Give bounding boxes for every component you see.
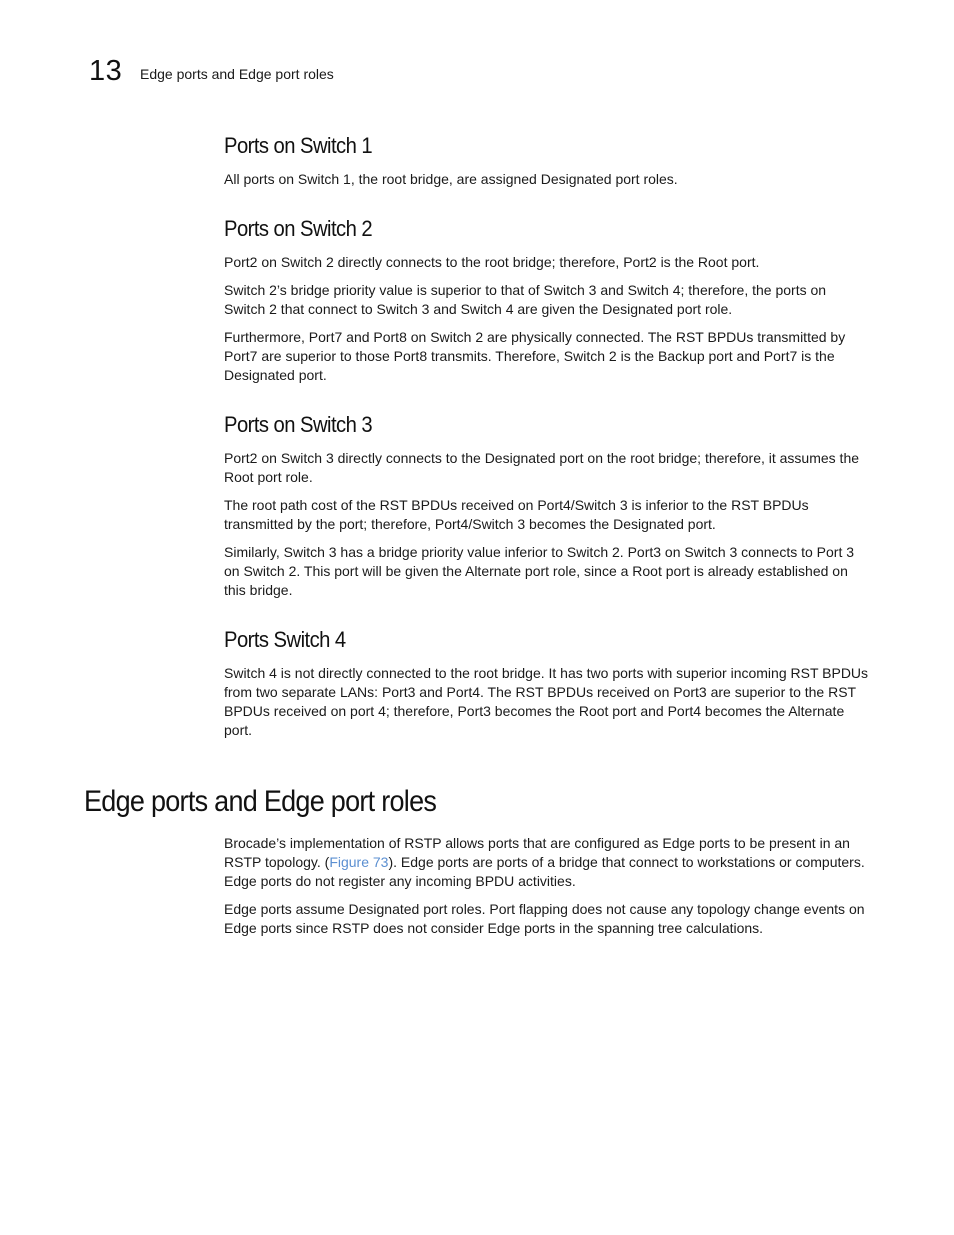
chapter-number: 13 [89,55,123,87]
paragraph: Furthermore, Port7 and Port8 on Switch 2 are physically connected. The RST BPDUs transmitted by Port7 are superior to those Port8 transmits. Therefore, Switch 2 is the Backup port and Port7 is the Designated port. [224,329,846,383]
section-switch-1 [224,132,870,189]
paragraph: Switch 4 is not directly connected to the root bridge. It has two ports with superior incoming RST BPDUs from two separate LANs: Port3 and Port4. The RST BPDUs received on Port3 are superior to the RST BPDUs received on port 4; therefore, Port3 becomes the Root port and Port4 becomes the Alternate port. [224,665,869,738]
paragraph: Port2 on Switch 2 directly connects to the root bridge; therefore, Port2 is the Root port. [224,254,760,270]
paragraph: Port2 on Switch 3 directly connects to the Designated port on the root bridge; therefore, it assumes the Root port role. [224,450,860,485]
paragraph: Edge ports assume Designated port roles. Port flapping does not cause any topology change events on Edge ports since RSTP does not consider Edge ports in the spanning tree calculations. [224,901,865,936]
section-heading: Ports on Switch 2 [224,216,373,241]
paragraph-text: Brocade’s implementation of RSTP allows ports that are configured as Edge ports to be present in an RSTP topology. ( [224,835,850,870]
paragraph-text: ). Edge ports are ports of a bridge that connect to workstations or computers. Edge ports do not register any incoming BPDU activities. [224,854,865,889]
section-switch-3 [224,411,870,600]
paragraph [224,834,870,891]
section-switch-2 [224,215,870,385]
paragraph: All ports on Switch 1, the root bridge, are assigned Designated port roles. [224,171,678,187]
section-switch-4 [224,626,870,740]
paragraph: Switch 2’s bridge priority value is superior to that of Switch 3 and Switch 4; therefore, the ports on Switch 2 that connect to Switch 3 and Switch 4 are given the Designated port role. [224,282,827,317]
figure-73-link[interactable]: Figure 73 [329,854,389,870]
running-header-title: Edge ports and Edge port roles [140,66,334,82]
section-heading: Ports Switch 4 [224,627,346,652]
switch-port-sections [224,132,870,749]
edge-ports-body [224,834,870,947]
page-title: Edge ports and Edge port roles [84,785,437,818]
paragraph: The root path cost of the RST BPDUs received on Port4/Switch 3 is inferior to the RST BPDUs transmitted by the port; therefore, Port4/Switch 3 becomes the Designated port. [224,497,809,532]
section-heading: Ports on Switch 3 [224,412,373,437]
paragraph: Similarly, Switch 3 has a bridge priority value inferior to Switch 2. Port3 on Switch 3 connects to Port 3 on Switch 2. This port will be given the Alternate port role, since a Root port is already established on this bridge. [224,544,855,598]
section-heading: Ports on Switch 1 [224,133,373,158]
